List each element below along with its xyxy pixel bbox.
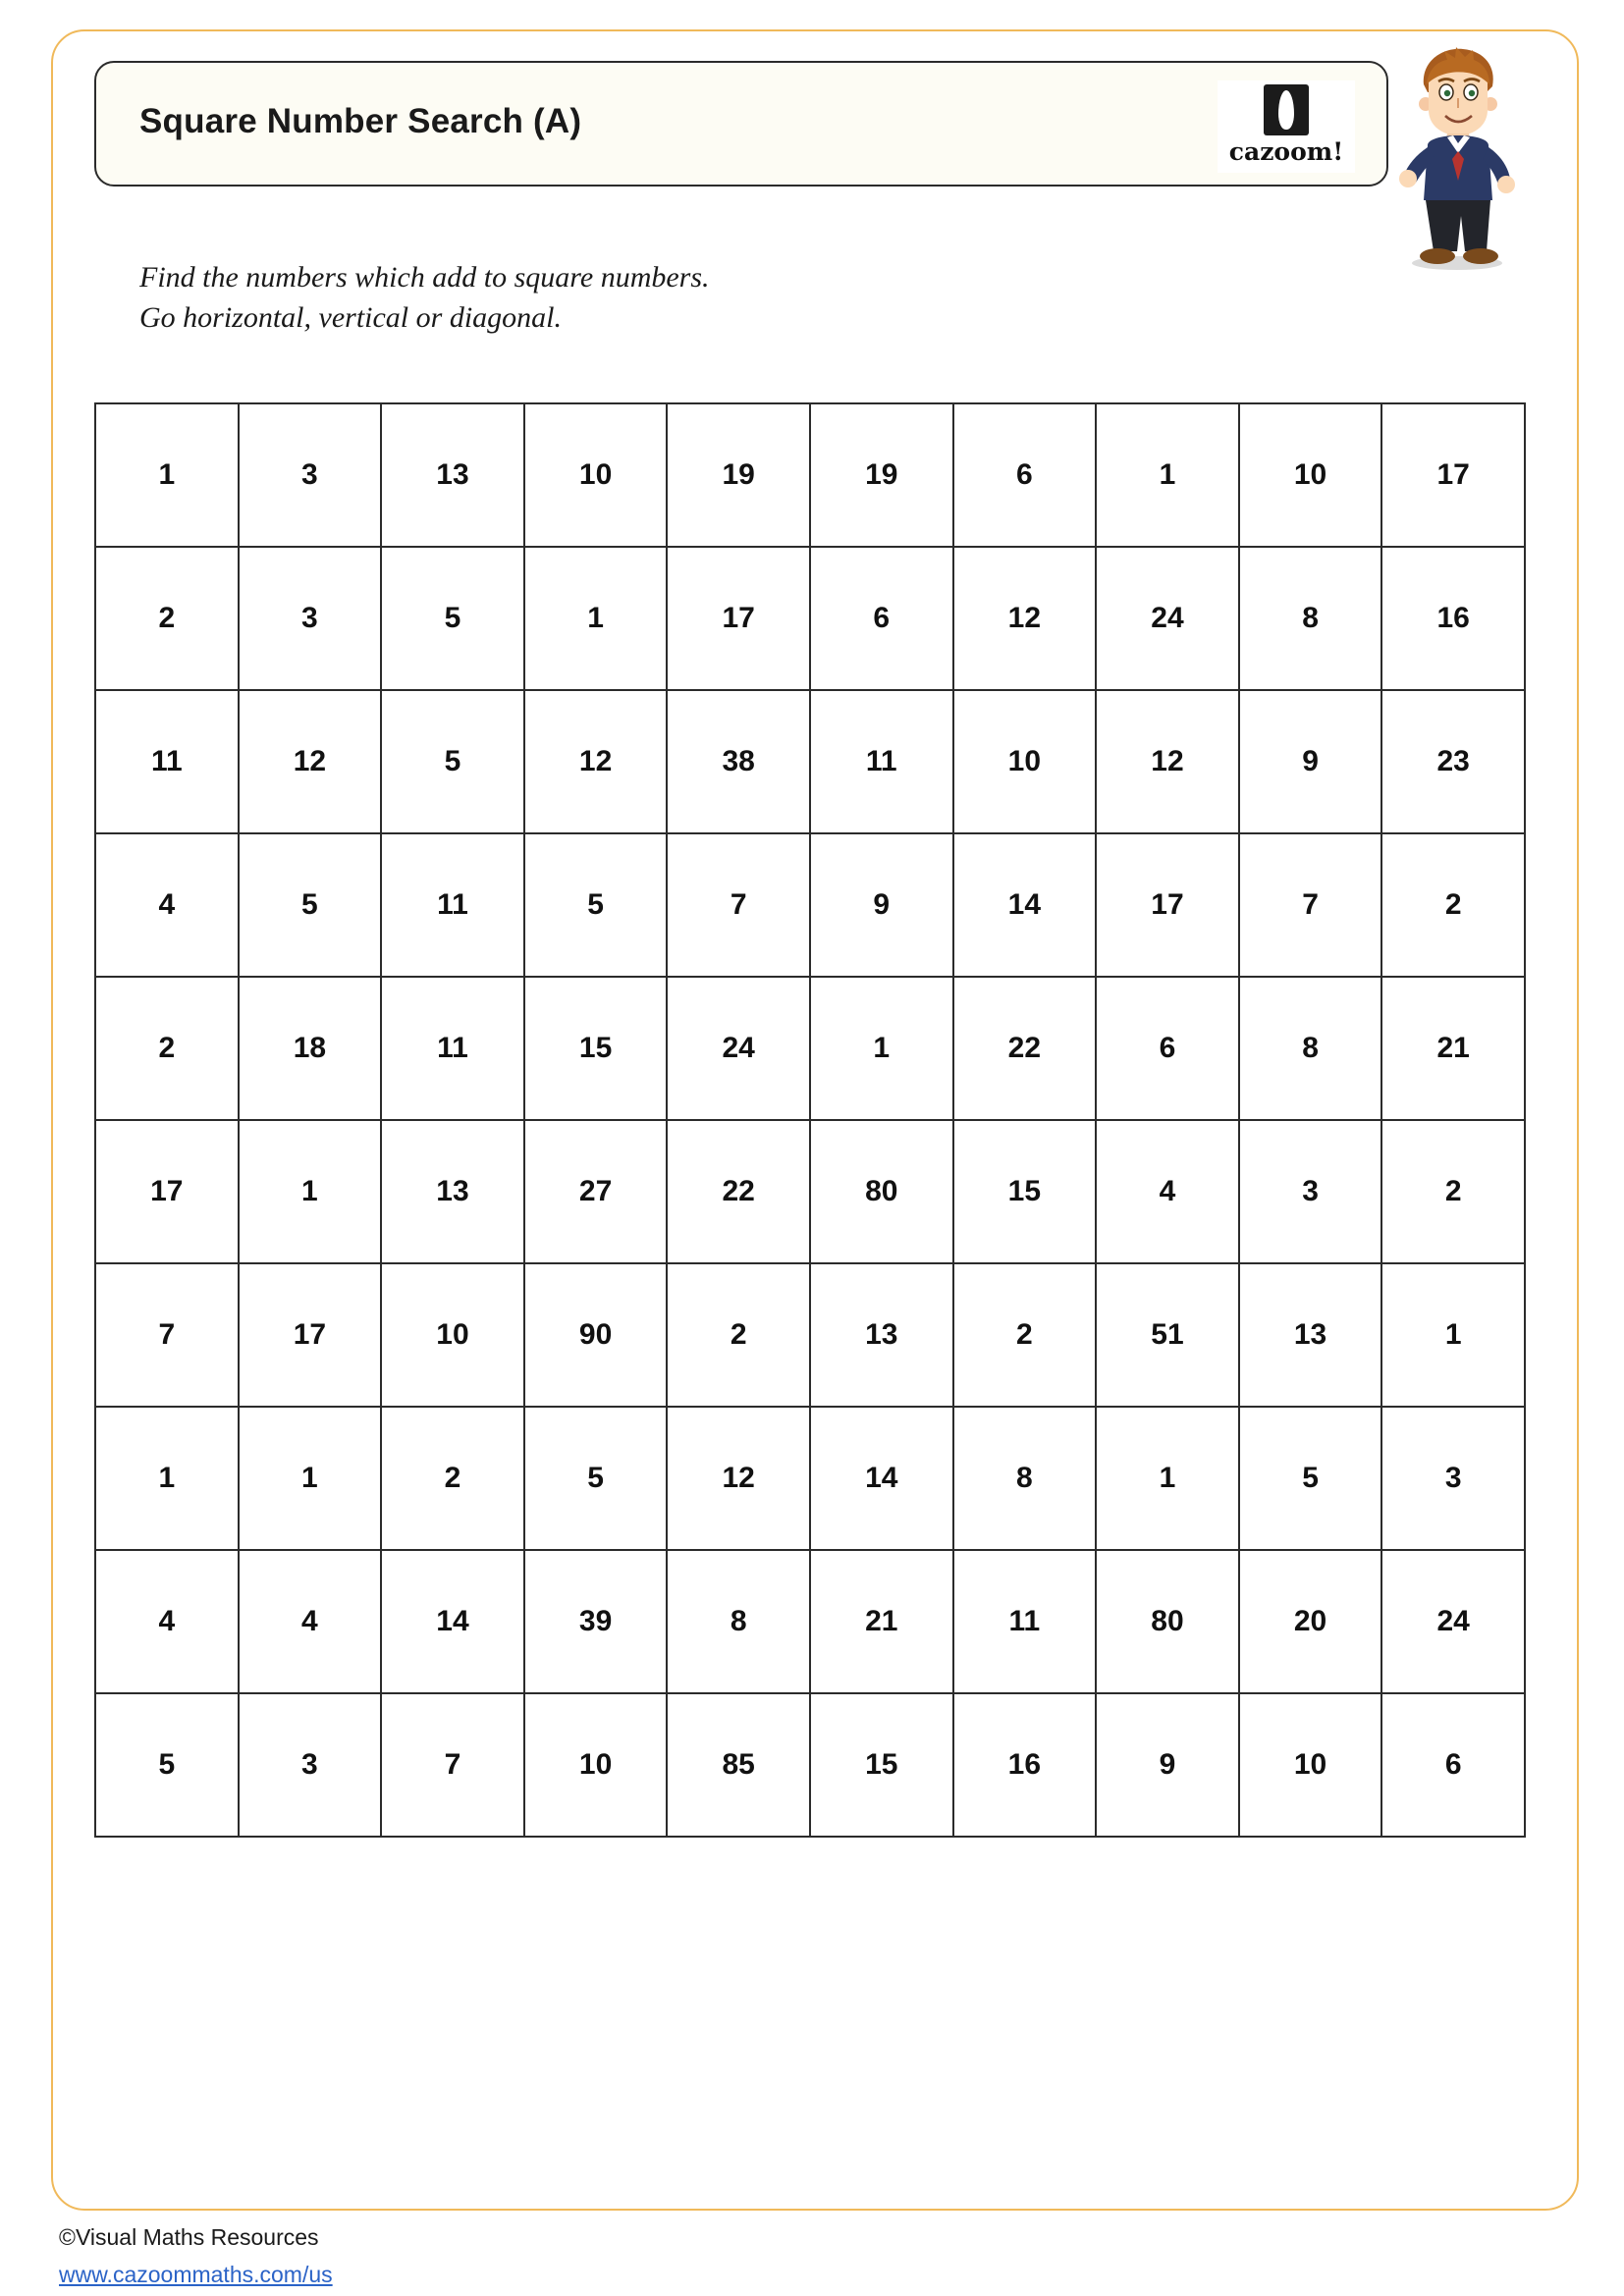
grid-cell[interactable]: 17	[239, 1263, 382, 1407]
grid-row	[95, 690, 1525, 833]
grid-cell[interactable]: 10	[524, 403, 668, 547]
grid-cell[interactable]: 12	[953, 547, 1097, 690]
cazoom-cup-logo-icon	[1264, 84, 1309, 135]
grid-cell[interactable]: 11	[95, 690, 239, 833]
grid-row	[95, 1550, 1525, 1693]
grid-cell[interactable]: 2	[953, 1263, 1097, 1407]
grid-row	[95, 833, 1525, 977]
grid-cell[interactable]: 1	[1096, 403, 1239, 547]
grid-cell[interactable]: 15	[524, 977, 668, 1120]
grid-cell[interactable]: 8	[953, 1407, 1097, 1550]
grid-cell[interactable]: 85	[667, 1693, 810, 1837]
grid-cell[interactable]: 12	[239, 690, 382, 833]
mascot-illustration	[1388, 41, 1532, 273]
website-link[interactable]: www.cazoommaths.com/us	[59, 2261, 333, 2287]
grid-cell[interactable]: 7	[1239, 833, 1382, 977]
copyright-text: ©Visual Maths Resources	[59, 2224, 319, 2250]
grid-cell[interactable]: 38	[667, 690, 810, 833]
grid-cell[interactable]: 22	[953, 977, 1097, 1120]
grid-cell[interactable]: 1	[239, 1120, 382, 1263]
grid-row	[95, 977, 1525, 1120]
grid-cell[interactable]: 5	[239, 833, 382, 977]
grid-cell[interactable]: 3	[239, 1693, 382, 1837]
grid-cell[interactable]: 22	[667, 1120, 810, 1263]
grid-cell[interactable]: 8	[1239, 547, 1382, 690]
grid-cell[interactable]: 12	[1096, 690, 1239, 833]
grid-cell[interactable]: 1	[95, 1407, 239, 1550]
grid-cell[interactable]: 10	[381, 1263, 524, 1407]
grid-cell[interactable]: 12	[667, 1407, 810, 1550]
grid-cell[interactable]: 5	[381, 690, 524, 833]
grid-cell[interactable]: 90	[524, 1263, 668, 1407]
grid-row	[95, 1120, 1525, 1263]
grid-row	[95, 403, 1525, 547]
grid-cell[interactable]: 11	[810, 690, 953, 833]
grid-cell[interactable]: 19	[667, 403, 810, 547]
grid-cell[interactable]: 17	[95, 1120, 239, 1263]
grid-cell[interactable]: 16	[953, 1693, 1097, 1837]
grid-cell[interactable]: 80	[1096, 1550, 1239, 1693]
grid-cell[interactable]: 39	[524, 1550, 668, 1693]
number-search-grid	[94, 402, 1526, 1838]
grid-cell[interactable]: 2	[95, 977, 239, 1120]
grid-cell[interactable]: 1	[239, 1407, 382, 1550]
cazoom-logo-wordmark: cazoom!	[1228, 137, 1344, 166]
grid-cell[interactable]: 10	[1239, 1693, 1382, 1837]
cazoom-logo	[1218, 80, 1355, 173]
grid-row	[95, 547, 1525, 690]
grid-row	[95, 1693, 1525, 1837]
grid-cell[interactable]: 18	[239, 977, 382, 1120]
grid-cell[interactable]: 27	[524, 1120, 668, 1263]
grid-cell[interactable]: 8	[667, 1550, 810, 1693]
grid-cell[interactable]: 2	[95, 547, 239, 690]
grid-cell[interactable]: 4	[95, 1550, 239, 1693]
grid-cell[interactable]: 10	[524, 1693, 668, 1837]
grid-cell[interactable]: 6	[1096, 977, 1239, 1120]
grid-cell[interactable]: 7	[667, 833, 810, 977]
grid-cell[interactable]: 4	[95, 833, 239, 977]
grid-cell[interactable]: 1	[524, 547, 668, 690]
grid-cell[interactable]: 5	[95, 1693, 239, 1837]
grid-cell[interactable]: 5	[524, 833, 668, 977]
grid-cell[interactable]: 19	[810, 403, 953, 547]
grid-cell[interactable]: 23	[1381, 690, 1525, 833]
grid-cell[interactable]: 15	[953, 1120, 1097, 1263]
footer	[59, 2220, 333, 2292]
grid-cell[interactable]: 80	[810, 1120, 953, 1263]
grid-cell[interactable]: 7	[381, 1693, 524, 1837]
grid-cell[interactable]: 4	[239, 1550, 382, 1693]
grid-cell[interactable]: 1	[1096, 1407, 1239, 1550]
grid-cell[interactable]: 1	[810, 977, 953, 1120]
grid-cell[interactable]: 1	[1381, 1263, 1525, 1407]
grid-cell[interactable]: 16	[1381, 547, 1525, 690]
grid-cell[interactable]: 11	[381, 977, 524, 1120]
title-bar	[94, 61, 1388, 187]
grid-cell[interactable]: 1	[95, 403, 239, 547]
grid-cell[interactable]: 14	[953, 833, 1097, 977]
grid-cell[interactable]: 17	[1381, 403, 1525, 547]
grid-cell[interactable]: 5	[381, 547, 524, 690]
grid-cell[interactable]: 2	[1381, 1120, 1525, 1263]
grid-cell[interactable]: 4	[1096, 1120, 1239, 1263]
grid-row	[95, 1263, 1525, 1407]
grid-cell[interactable]: 13	[381, 403, 524, 547]
grid-cell[interactable]: 3	[1239, 1120, 1382, 1263]
grid-cell[interactable]: 6	[1381, 1693, 1525, 1837]
grid-cell[interactable]: 5	[1239, 1407, 1382, 1550]
grid-cell[interactable]: 24	[1381, 1550, 1525, 1693]
grid-cell[interactable]: 8	[1239, 977, 1382, 1120]
grid-cell[interactable]: 10	[953, 690, 1097, 833]
grid-cell[interactable]: 11	[953, 1550, 1097, 1693]
grid-cell[interactable]: 24	[1096, 547, 1239, 690]
grid-cell[interactable]: 3	[239, 403, 382, 547]
grid-cell[interactable]: 2	[667, 1263, 810, 1407]
grid-cell[interactable]: 14	[381, 1550, 524, 1693]
number-grid-table	[94, 402, 1526, 1838]
grid-cell[interactable]: 24	[667, 977, 810, 1120]
grid-cell[interactable]: 2	[1381, 833, 1525, 977]
grid-cell[interactable]: 3	[239, 547, 382, 690]
instructions	[139, 257, 1121, 339]
grid-cell[interactable]: 5	[524, 1407, 668, 1550]
grid-cell[interactable]: 15	[810, 1693, 953, 1837]
grid-cell[interactable]: 2	[381, 1407, 524, 1550]
instruction-line-1: Find the numbers which add to square numbers.	[139, 261, 710, 294]
grid-cell[interactable]: 17	[1096, 833, 1239, 977]
grid-cell[interactable]: 10	[1239, 403, 1382, 547]
page-title: Square Number Search (A)	[139, 102, 582, 140]
grid-cell[interactable]: 9	[1239, 690, 1382, 833]
grid-cell[interactable]: 12	[524, 690, 668, 833]
grid-cell[interactable]: 9	[810, 833, 953, 977]
grid-cell[interactable]: 13	[810, 1263, 953, 1407]
grid-cell[interactable]: 6	[953, 403, 1097, 547]
grid-cell[interactable]: 7	[95, 1263, 239, 1407]
grid-cell[interactable]: 20	[1239, 1550, 1382, 1693]
grid-cell[interactable]: 21	[1381, 977, 1525, 1120]
grid-cell[interactable]: 21	[810, 1550, 953, 1693]
instruction-line-2: Go horizontal, vertical or diagonal.	[139, 301, 562, 335]
grid-cell[interactable]: 13	[1239, 1263, 1382, 1407]
grid-row	[95, 1407, 1525, 1550]
grid-cell[interactable]: 17	[667, 547, 810, 690]
grid-cell[interactable]: 11	[381, 833, 524, 977]
grid-cell[interactable]: 3	[1381, 1407, 1525, 1550]
grid-cell[interactable]: 13	[381, 1120, 524, 1263]
grid-cell[interactable]: 6	[810, 547, 953, 690]
grid-cell[interactable]: 14	[810, 1407, 953, 1550]
grid-cell[interactable]: 51	[1096, 1263, 1239, 1407]
grid-cell[interactable]: 9	[1096, 1693, 1239, 1837]
